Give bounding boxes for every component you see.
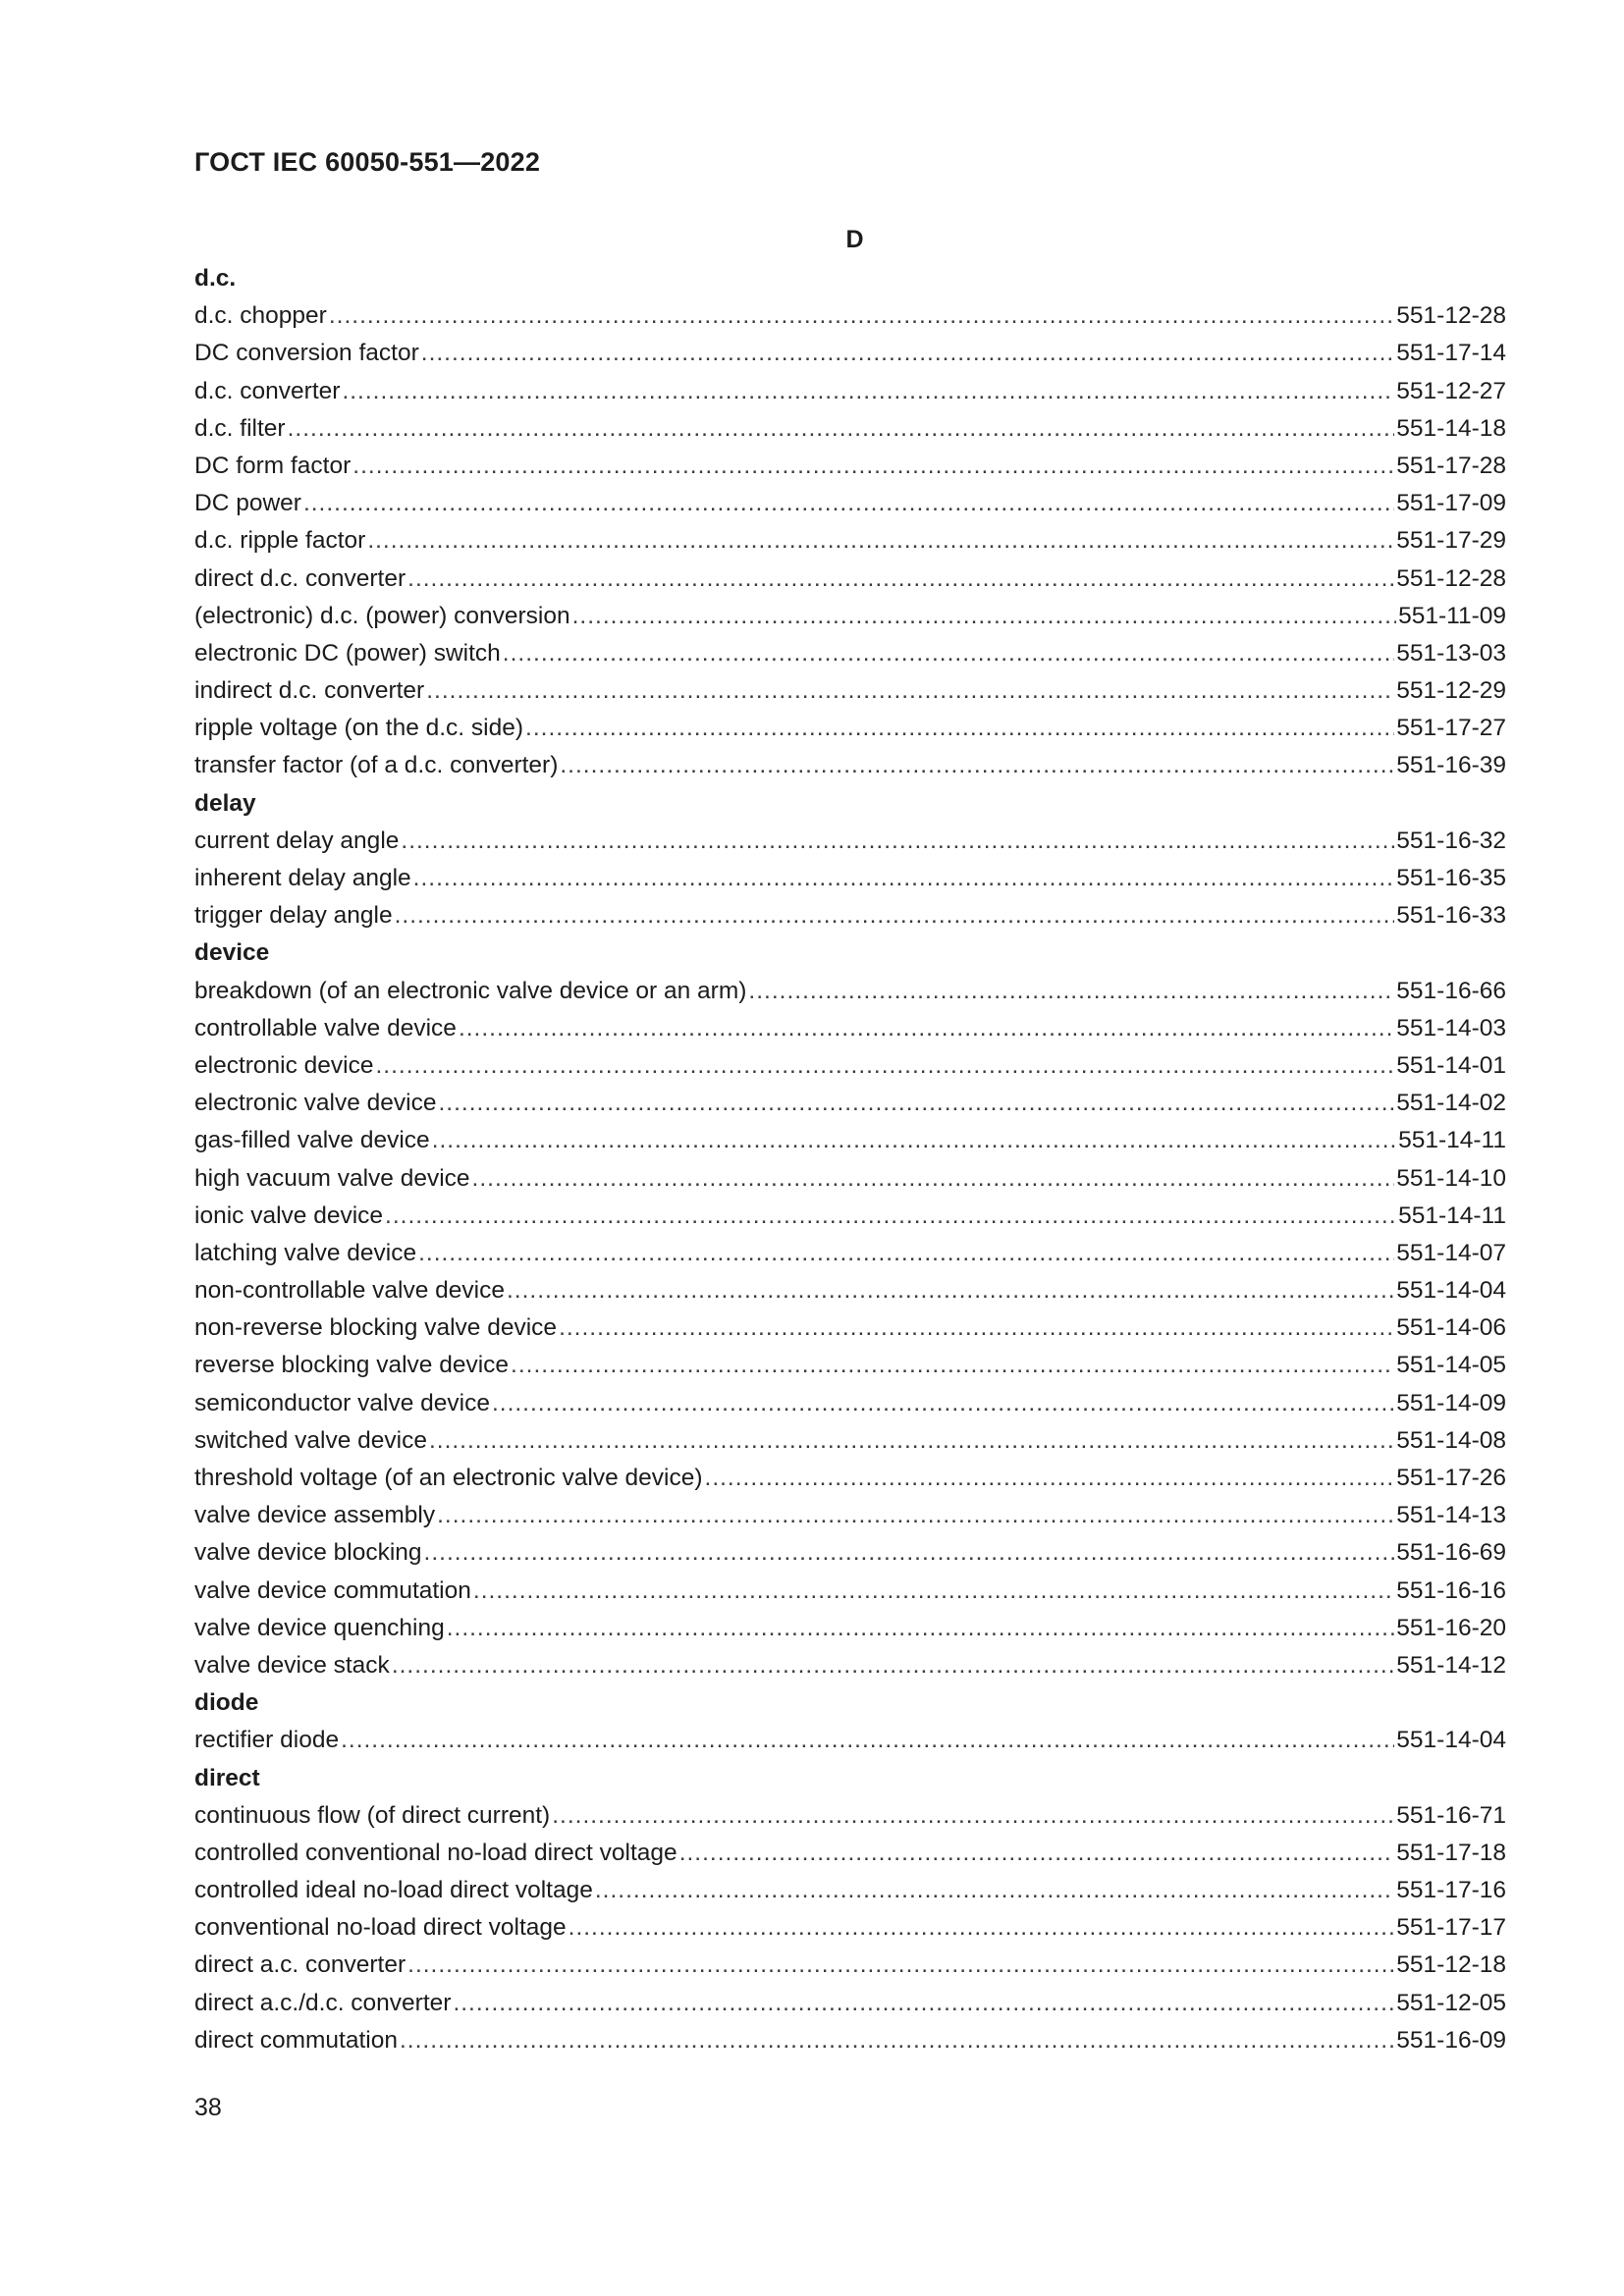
- dot-leader: [560, 747, 1394, 784]
- entry-reference: 551-17-28: [1396, 452, 1506, 479]
- index-entry: [194, 1797, 1506, 1835]
- index-entry: [194, 747, 1506, 784]
- entry-reference: 551-14-05: [1396, 1352, 1506, 1379]
- index-entry: [194, 2022, 1506, 2059]
- entry-term: trigger delay angle: [194, 902, 393, 930]
- entry-reference: 551-14-06: [1396, 1314, 1506, 1342]
- entry-term: valve device assembly: [194, 1502, 436, 1529]
- index-entry: [194, 1347, 1506, 1384]
- dot-leader: [329, 297, 1394, 335]
- index-entry: [194, 860, 1506, 897]
- dot-leader: [429, 1422, 1394, 1460]
- index-entry: [194, 1385, 1506, 1422]
- index-entry: [194, 1534, 1506, 1572]
- dot-leader: [421, 335, 1395, 372]
- entry-reference: 551-17-17: [1396, 1914, 1506, 1942]
- entry-reference: 551-12-18: [1396, 1951, 1506, 1979]
- dot-leader: [552, 1797, 1394, 1835]
- dot-leader: [447, 1610, 1395, 1647]
- dot-leader: [418, 1235, 1394, 1272]
- entry-term: DC conversion factor: [194, 340, 419, 367]
- entry-reference: 551-14-01: [1396, 1051, 1506, 1079]
- entry-term: d.c. filter: [194, 414, 286, 442]
- entry-term: ripple voltage (on the d.c. side): [194, 715, 524, 742]
- index-entry: [194, 1985, 1506, 2022]
- entry-reference: 551-12-29: [1396, 677, 1506, 705]
- entry-term: transfer factor (of a d.c. converter): [194, 752, 559, 779]
- index-entry: [194, 1047, 1506, 1085]
- entry-reference: 551-17-29: [1396, 527, 1506, 555]
- dot-leader: [748, 973, 1394, 1010]
- entry-reference: 551-14-12: [1396, 1651, 1506, 1679]
- index-entry: [194, 598, 1506, 635]
- entry-term: direct d.c. converter: [194, 564, 406, 592]
- entry-term: controlled ideal no-load direct voltage: [194, 1877, 593, 1904]
- dot-leader: [572, 598, 1397, 635]
- entry-term: non-reverse blocking valve device: [194, 1314, 558, 1342]
- index-entry: [194, 1947, 1506, 1984]
- entry-term: d.c. chopper: [194, 302, 327, 330]
- index-entry: [194, 1198, 1506, 1235]
- index-entry: [194, 1160, 1506, 1198]
- dot-leader: [341, 1722, 1394, 1759]
- dot-leader: [424, 1534, 1395, 1572]
- dot-leader: [385, 1198, 1396, 1235]
- entry-reference: 551-14-18: [1396, 414, 1506, 442]
- dot-leader: [473, 1573, 1394, 1610]
- entry-reference: 551-17-09: [1396, 490, 1506, 517]
- entry-term: valve device stack: [194, 1651, 390, 1679]
- entry-reference: 551-12-27: [1396, 377, 1506, 404]
- index-entry: [194, 1573, 1506, 1610]
- entry-term: ionic valve device: [194, 1201, 384, 1229]
- entry-term: direct a.c. converter: [194, 1951, 406, 1979]
- dot-leader: [413, 860, 1395, 897]
- entry-reference: 551-16-33: [1396, 902, 1506, 930]
- index-entry: [194, 1722, 1506, 1759]
- document-header: ГОСТ IEC 60050-551—2022: [194, 147, 541, 177]
- dot-leader: [568, 1909, 1395, 1947]
- entry-term: gas-filled valve device: [194, 1127, 430, 1154]
- index-entry: [194, 410, 1506, 448]
- entry-term: inherent delay angle: [194, 865, 411, 891]
- entry-reference: 551-17-16: [1396, 1877, 1506, 1904]
- entry-term: controllable valve device: [194, 1014, 457, 1041]
- entry-reference: 551-14-11: [1398, 1201, 1506, 1229]
- entry-reference: 551-14-09: [1396, 1389, 1506, 1416]
- entry-term: high vacuum valve device: [194, 1164, 470, 1192]
- dot-leader: [375, 1047, 1394, 1085]
- index-entry: [194, 561, 1506, 598]
- entry-term: electronic valve device: [194, 1090, 437, 1117]
- dot-leader: [472, 1160, 1395, 1198]
- entry-term: DC form factor: [194, 452, 352, 479]
- entry-term: reverse blocking valve device: [194, 1352, 510, 1379]
- index-entry: [194, 823, 1506, 860]
- index-entry: [194, 1610, 1506, 1647]
- index-entry: [194, 672, 1506, 710]
- dot-leader: [595, 1872, 1394, 1909]
- entry-reference: 551-16-66: [1396, 977, 1506, 1004]
- group-heading: device: [194, 939, 270, 967]
- dot-leader: [437, 1497, 1394, 1534]
- index-entry: [194, 1872, 1506, 1909]
- entry-reference: 551-16-32: [1396, 827, 1506, 854]
- group-heading: diode: [194, 1689, 259, 1717]
- dot-leader: [395, 897, 1395, 934]
- dot-leader: [705, 1460, 1395, 1497]
- dot-leader: [426, 672, 1394, 710]
- entry-term: direct a.c./d.c. converter: [194, 1989, 452, 2016]
- dot-leader: [400, 2022, 1394, 2059]
- index-entry: [194, 635, 1506, 672]
- dot-leader: [342, 373, 1394, 410]
- entry-reference: 551-17-14: [1396, 340, 1506, 367]
- dot-leader: [679, 1835, 1395, 1872]
- entry-term: semiconductor valve device: [194, 1389, 490, 1416]
- entry-term: conventional no-load direct voltage: [194, 1914, 567, 1942]
- entry-term: d.c. ripple factor: [194, 527, 366, 555]
- entry-term: DC power: [194, 490, 301, 517]
- index-entry: [194, 897, 1506, 934]
- index-entry: [194, 1272, 1506, 1309]
- entry-term: indirect d.c. converter: [194, 677, 425, 705]
- entry-term: valve device quenching: [194, 1614, 445, 1641]
- index-entry: [194, 1235, 1506, 1272]
- entry-reference: 551-12-05: [1396, 1989, 1506, 2016]
- entry-term: rectifier diode: [194, 1727, 340, 1754]
- entry-reference: 551-13-03: [1396, 639, 1506, 667]
- dot-leader: [432, 1122, 1396, 1159]
- entry-term: switched valve device: [194, 1426, 427, 1454]
- entry-reference: 551-16-69: [1396, 1539, 1506, 1567]
- entry-term: electronic DC (power) switch: [194, 639, 501, 667]
- entry-term: valve device commutation: [194, 1576, 471, 1604]
- dot-leader: [401, 823, 1394, 860]
- index-entry: [194, 973, 1506, 1010]
- index-entry: [194, 522, 1506, 560]
- entry-reference: 551-16-16: [1396, 1576, 1506, 1604]
- entry-term: current delay angle: [194, 827, 400, 854]
- entry-term: direct commutation: [194, 2026, 398, 2054]
- index-entry: [194, 1309, 1506, 1347]
- index-entry: [194, 1835, 1506, 1872]
- group-heading: direct: [194, 1764, 260, 1791]
- dot-leader: [352, 448, 1394, 485]
- entry-term: (electronic) d.c. (power) conversion: [194, 602, 570, 629]
- entry-reference: 551-14-03: [1396, 1014, 1506, 1041]
- entry-term: valve device blocking: [194, 1539, 422, 1567]
- index-entry: [194, 1497, 1506, 1534]
- index-entry: [194, 1647, 1506, 1684]
- index-entry: [194, 1460, 1506, 1497]
- dot-leader: [288, 410, 1395, 448]
- entry-term: non-controllable valve device: [194, 1277, 505, 1305]
- entry-reference: 551-12-28: [1396, 302, 1506, 330]
- entry-reference: 551-16-09: [1396, 2026, 1506, 2054]
- entry-reference: 551-14-08: [1396, 1426, 1506, 1454]
- dot-leader: [525, 710, 1394, 747]
- entry-term: continuous flow (of direct current): [194, 1801, 551, 1829]
- group-heading: delay: [194, 789, 256, 817]
- index-entry: [194, 1085, 1506, 1122]
- dot-leader: [459, 1010, 1394, 1047]
- index-entry: [194, 485, 1506, 522]
- dot-leader: [453, 1985, 1394, 2022]
- dot-leader: [407, 561, 1394, 598]
- entry-reference: 551-16-35: [1396, 865, 1506, 891]
- dot-leader: [303, 485, 1394, 522]
- entry-reference: 551-16-20: [1396, 1614, 1506, 1641]
- dot-leader: [492, 1385, 1394, 1422]
- section-letter: D: [845, 226, 864, 253]
- entry-term: threshold voltage (of an electronic valve device): [194, 1465, 703, 1491]
- entry-reference: 551-17-27: [1396, 715, 1506, 742]
- dot-leader: [407, 1947, 1394, 1984]
- index-entry: [194, 1122, 1506, 1159]
- page-number: 38: [194, 2094, 222, 2121]
- group-heading: d.c.: [194, 265, 237, 292]
- entry-reference: 551-14-07: [1396, 1239, 1506, 1266]
- entry-reference: 551-14-10: [1396, 1164, 1506, 1192]
- entry-reference: 551-14-11: [1398, 1127, 1506, 1154]
- entry-term: latching valve device: [194, 1239, 417, 1266]
- index-entry: [194, 335, 1506, 372]
- entry-term: electronic device: [194, 1051, 374, 1079]
- dot-leader: [507, 1272, 1394, 1309]
- entry-reference: 551-16-71: [1396, 1801, 1506, 1829]
- entry-reference: 551-17-18: [1396, 1839, 1506, 1866]
- entry-reference: 551-12-28: [1396, 564, 1506, 592]
- entry-term: controlled conventional no-load direct voltage: [194, 1839, 677, 1866]
- index-entries: [194, 260, 1506, 2059]
- entry-term: breakdown (of an electronic valve device or an arm): [194, 977, 747, 1004]
- entry-reference: 551-14-04: [1396, 1727, 1506, 1754]
- dot-leader: [559, 1309, 1394, 1347]
- entry-reference: 551-11-09: [1398, 602, 1506, 629]
- entry-reference: 551-16-39: [1396, 752, 1506, 779]
- index-entry: [194, 373, 1506, 410]
- entry-term: d.c. converter: [194, 377, 341, 404]
- index-entry: [194, 448, 1506, 485]
- dot-leader: [511, 1347, 1394, 1384]
- entry-reference: 551-17-26: [1396, 1465, 1506, 1491]
- index-entry: [194, 297, 1506, 335]
- index-entry: [194, 1909, 1506, 1947]
- index-entry: [194, 1422, 1506, 1460]
- index-entry: [194, 1010, 1506, 1047]
- index-entry: [194, 710, 1506, 747]
- dot-leader: [367, 522, 1394, 560]
- entry-reference: 551-14-04: [1396, 1277, 1506, 1305]
- entry-reference: 551-14-13: [1396, 1502, 1506, 1529]
- dot-leader: [438, 1085, 1394, 1122]
- dot-leader: [503, 635, 1395, 672]
- dot-leader: [392, 1647, 1394, 1684]
- entry-reference: 551-14-02: [1396, 1090, 1506, 1117]
